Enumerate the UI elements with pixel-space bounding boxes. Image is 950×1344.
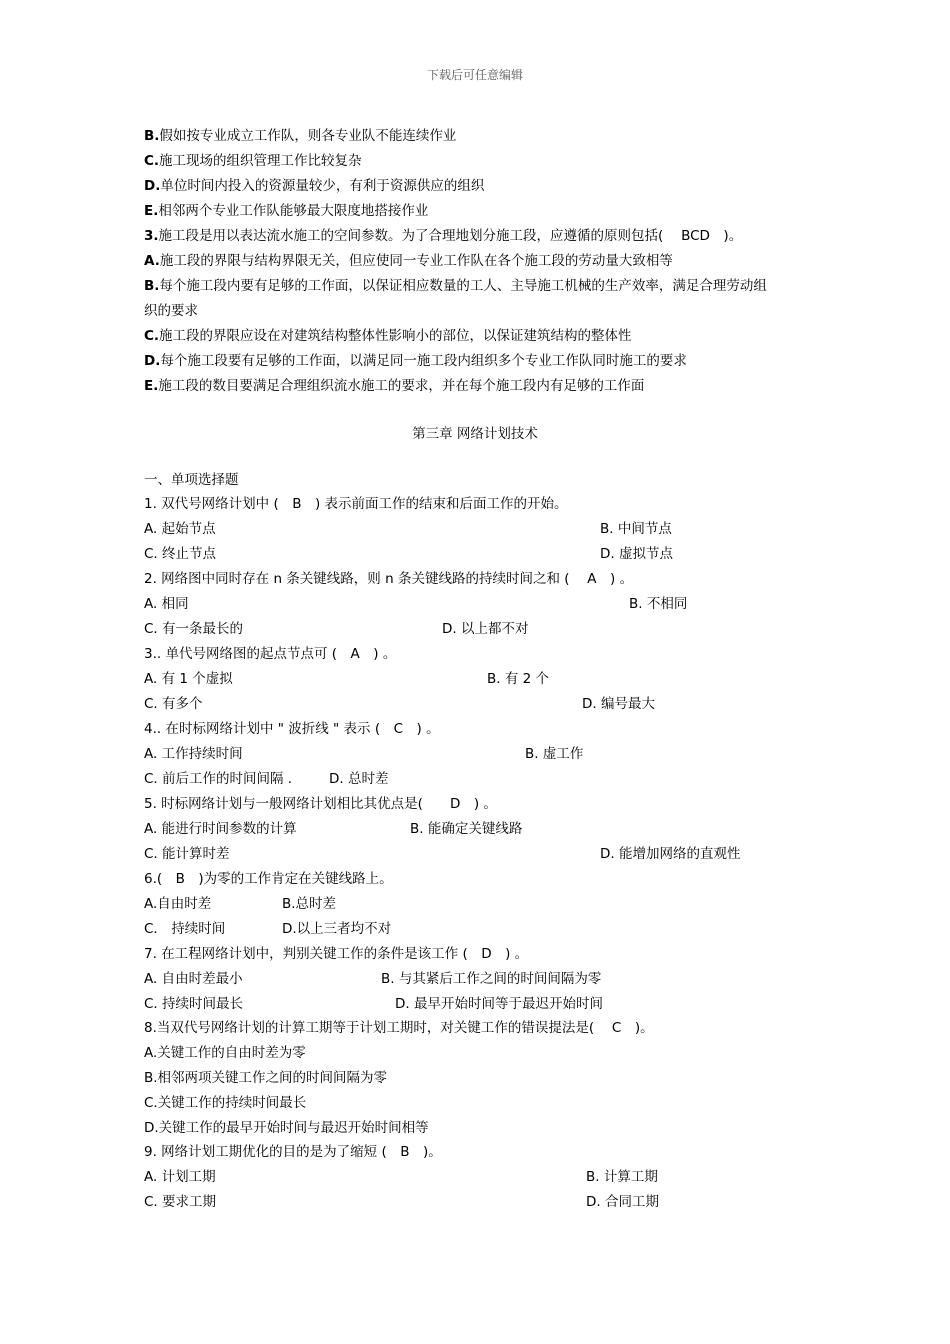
option-left: C. 持续时间 — [144, 921, 226, 937]
option-left: C. 前后工作的时间间隔 . — [144, 771, 293, 787]
question-line: B.相邻两项关键工作之间的时间间隔为零 — [144, 1070, 388, 1086]
text-line — [144, 251, 673, 271]
item-label: D. — [144, 353, 161, 369]
item-text: 每个施工段内要有足够的工作面，以保证相应数量的工人、主导施工机械的生产效率，满足合理劳动组 — [159, 278, 767, 294]
option-right: D.以上三者均不对 — [282, 921, 392, 937]
option-left: C. 终止节点 — [144, 546, 217, 562]
text-line — [144, 151, 362, 171]
item-text: 施工段的数目要满足合理组织流水施工的要求，并在每个施工段内有足够的工作面 — [158, 378, 645, 394]
text-line — [144, 226, 742, 246]
option-right: B. 计算工期 — [586, 1169, 658, 1185]
option-left: A. 起始节点 — [144, 521, 216, 537]
item-label: C. — [144, 153, 160, 169]
option-right: B. 能确定关键线路 — [410, 821, 523, 837]
item-text: 施工现场的组织管理工作比较复杂 — [159, 153, 362, 169]
item-label: A. — [144, 253, 160, 269]
question-line: D.关键工作的最早开始时间与最迟开始时间相等 — [144, 1120, 429, 1136]
question-line: 7. 在工程网络计划中，判别关键工作的条件是该工作 ( D ) 。 — [144, 946, 529, 962]
text-line — [144, 376, 644, 396]
text-line — [144, 276, 767, 296]
page-header: 下载后可任意编辑 — [426, 68, 523, 82]
text-line — [144, 351, 687, 371]
option-right: B. 与其紧后工作之间的时间间隔为零 — [381, 971, 602, 987]
question-line: C.关键工作的持续时间最长 — [144, 1095, 307, 1111]
question-line: 9. 网络计划工期优化的目的是为了缩短 ( B )。 — [144, 1144, 442, 1160]
item-text: 单位时间内投入的资源量较少，有利于资源供应的组织 — [160, 178, 485, 194]
question-line: 2. 网络图中同时存在 n 条关键线路，则 n 条关键线路的持续时间之和 ( A ) 。 — [144, 571, 634, 587]
option-left: A.自由时差 — [144, 896, 212, 912]
item-text: 施工段的界限应设在对建筑结构整体性影响小的部位，以保证建筑结构的整体性 — [159, 328, 632, 344]
option-right: D. 以上都不对 — [442, 621, 529, 637]
item-label: 3. — [144, 228, 159, 244]
option-left: A. 有 1 个虚拟 — [144, 671, 233, 687]
text-line — [144, 326, 632, 346]
item-text: 假如按专业成立工作队，则各专业队不能连续作业 — [159, 128, 457, 144]
option-left: A. 相同 — [144, 596, 189, 612]
option-left: A. 工作持续时间 — [144, 746, 243, 762]
option-right: D. 最早开始时间等于最迟开始时间 — [395, 996, 603, 1012]
option-left: C. 要求工期 — [144, 1194, 217, 1210]
chapter-title: 第三章 网络计划技术 — [412, 426, 538, 442]
text-line — [144, 126, 456, 146]
text-line — [144, 201, 428, 221]
option-left: A. 能进行时间参数的计算 — [144, 821, 297, 837]
question-line: 1. 双代号网络计划中 ( B ) 表示前面工作的结束和后面工作的开始。 — [144, 496, 568, 512]
option-left: A. 自由时差最小 — [144, 971, 243, 987]
question-line: 5. 时标网络计划与一般网络计划相比其优点是( D ) 。 — [144, 796, 497, 812]
option-right: B.总时差 — [282, 896, 337, 912]
text-line — [144, 301, 198, 321]
item-text: 施工段的界限与结构界限无关，但应使同一专业工作队在各个施工段的劳动量大致相等 — [159, 253, 673, 269]
option-left: A. 计划工期 — [144, 1169, 216, 1185]
question-line: 6.( B )为零的工作肯定在关键线路上。 — [144, 871, 393, 887]
question-line: A.关键工作的自由时差为零 — [144, 1045, 306, 1061]
item-label: B. — [144, 128, 160, 144]
question-line: 3.. 单代号网络图的起点节点可 ( A ) 。 — [144, 646, 397, 662]
option-right: D. 合同工期 — [586, 1194, 659, 1210]
text-line — [144, 176, 484, 196]
option-right: D. 编号最大 — [582, 696, 655, 712]
question-line: 4.. 在时标网络计划中 " 波折线 " 表示 ( C ) 。 — [144, 721, 440, 737]
option-right: D. 能增加网络的直观性 — [600, 846, 741, 862]
option-left: C. 能计算时差 — [144, 846, 230, 862]
item-text: 施工段是用以表达流水施工的空间参数。为了合理地划分施工段，应遵循的原则包括( BCD )。 — [158, 228, 743, 244]
option-left: C. 有多个 — [144, 696, 203, 712]
item-text: 每个施工段要有足够的工作面，以满足同一施工段内组织多个专业工作队同时施工的要求 — [160, 353, 687, 369]
option-right: B. 不相同 — [629, 596, 688, 612]
item-text: 相邻两个专业工作队能够最大限度地搭接作业 — [158, 203, 429, 219]
item-label: E. — [144, 378, 159, 394]
option-left: C. 持续时间最长 — [144, 996, 244, 1012]
item-label: E. — [144, 203, 159, 219]
option-right: D. 虚拟节点 — [600, 546, 673, 562]
item-label: B. — [144, 278, 160, 294]
option-right: B. 中间节点 — [600, 521, 672, 537]
option-right: B. 虚工作 — [525, 746, 584, 762]
item-label: D. — [144, 178, 161, 194]
option-right: B. 有 2 个 — [487, 671, 550, 687]
item-label: C. — [144, 328, 160, 344]
section-heading: 一、单项选择题 — [144, 472, 239, 488]
question-line: 8.当双代号网络计划的计算工期等于计划工期时，对关键工作的错误提法是( C )。 — [144, 1020, 654, 1036]
option-left: C. 有一条最长的 — [144, 621, 244, 637]
option-right: D. 总时差 — [329, 771, 389, 787]
item-text: 织的要求 — [144, 303, 198, 319]
